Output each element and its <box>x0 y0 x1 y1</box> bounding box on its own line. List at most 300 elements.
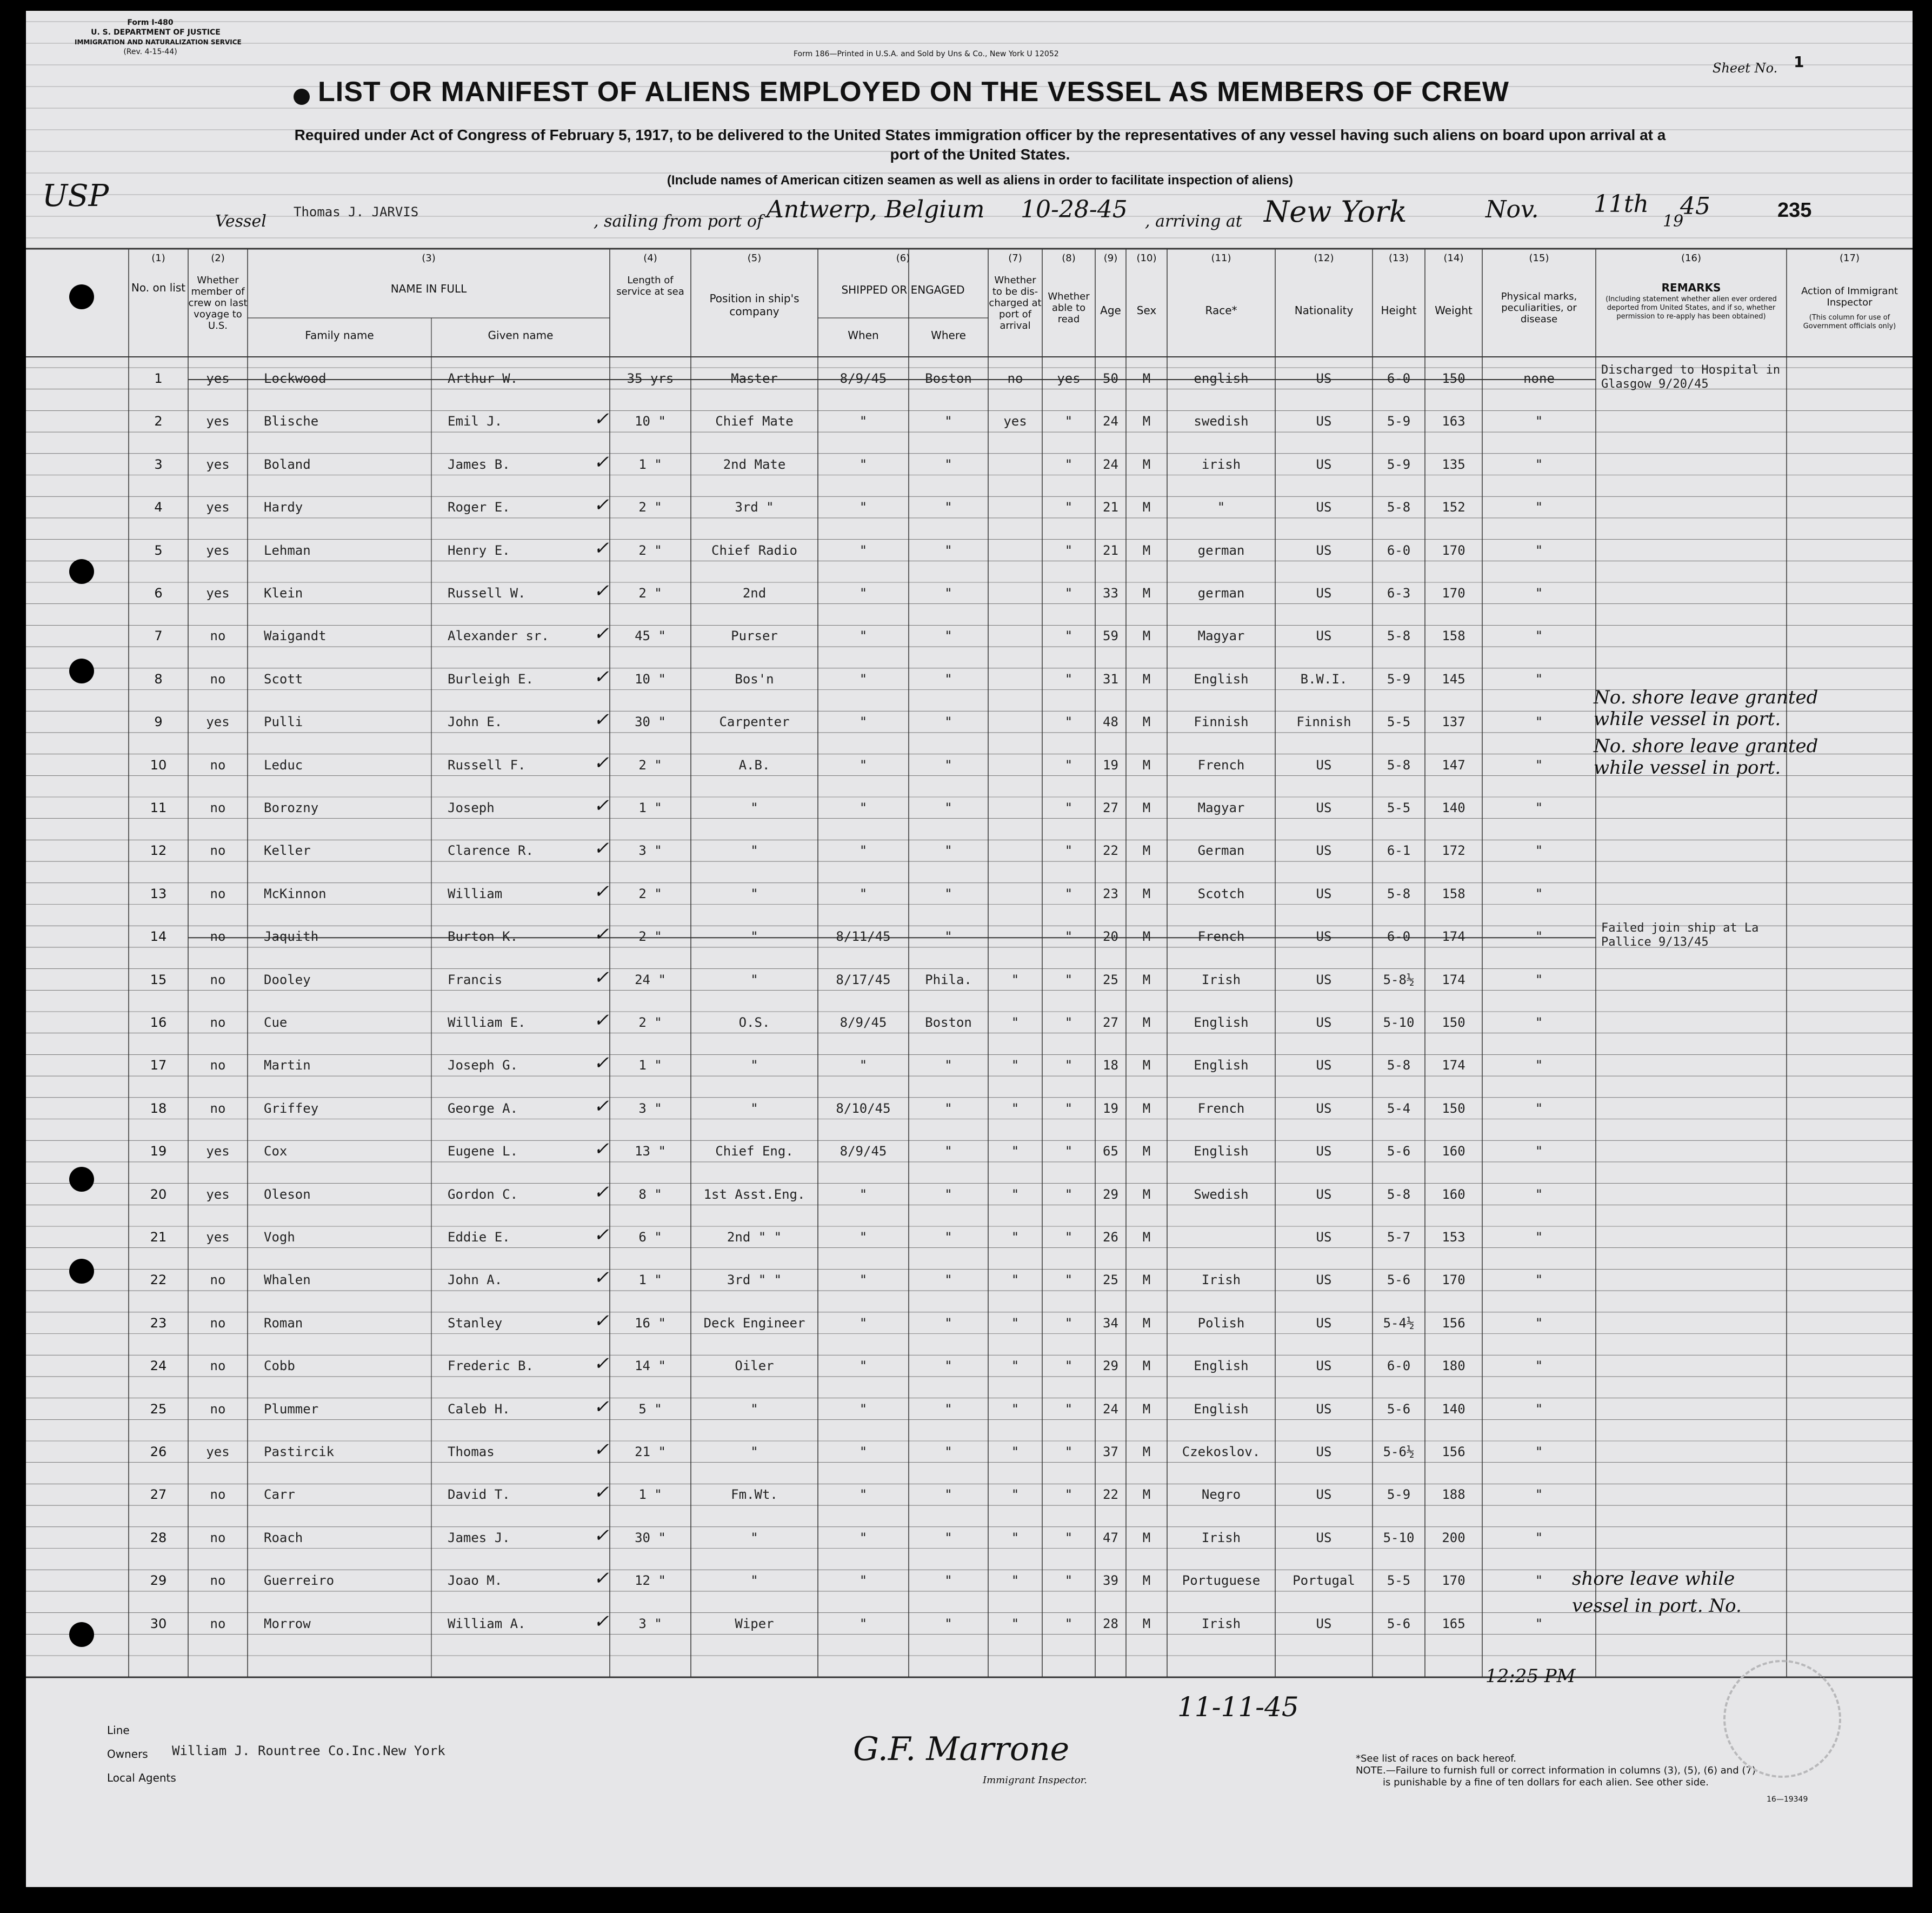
cell-nationality: US <box>1316 1272 1332 1288</box>
cell-height: 5-6½ <box>1383 1444 1415 1459</box>
cell-family: Griffey <box>264 1100 319 1116</box>
column-number-8: (8) <box>1062 253 1076 264</box>
cell-prev: no <box>210 886 226 901</box>
cell-nationality: US <box>1316 929 1332 945</box>
cell-nationality: US <box>1316 1487 1332 1503</box>
inspector-signature: G.F. Marrone <box>853 1730 1070 1768</box>
cell-prev: no <box>210 628 226 644</box>
cell-height: 5-10 <box>1383 1530 1415 1545</box>
cell-race: swedish <box>1194 414 1249 429</box>
cell-read: " <box>1064 1487 1073 1503</box>
cell-where: " <box>944 628 952 644</box>
cell-prev: no <box>210 972 226 987</box>
cell-read: " <box>1064 1530 1073 1545</box>
sailing-port: Antwerp, Belgium <box>767 196 985 223</box>
sailing-label: , sailing from port of <box>594 212 763 231</box>
cell-read: " <box>1064 456 1073 472</box>
cell-given: Joao M. <box>448 1573 503 1589</box>
cell-service: 45 " <box>635 628 666 644</box>
cell-discharged: no <box>1007 371 1023 386</box>
cell-weight: 163 <box>1442 414 1465 429</box>
cell-read: " <box>1064 542 1073 558</box>
cell-service: 1 " <box>638 456 662 472</box>
cell-race: English <box>1194 1401 1249 1417</box>
cell-no: 12 <box>150 843 167 859</box>
cell-sex: M <box>1142 1444 1151 1459</box>
cell-position: Master <box>731 371 778 386</box>
cell-height: 5-9 <box>1387 414 1411 429</box>
cell-nationality: B.W.I. <box>1300 671 1348 687</box>
cell-no: 1 <box>154 371 163 386</box>
cell-read: " <box>1064 1144 1073 1159</box>
cell-nationality: US <box>1316 972 1332 987</box>
cell-race: Irish <box>1201 972 1241 987</box>
column-number-2: (2) <box>211 253 225 264</box>
cell-family: Boland <box>264 456 311 472</box>
cell-no: 8 <box>154 671 163 687</box>
cell-family: Lockwood <box>264 371 327 386</box>
cell-nationality: US <box>1316 414 1332 429</box>
department-name: U. S. DEPARTMENT OF JUSTICE <box>91 28 221 37</box>
cell-height: 5-4 <box>1387 1100 1411 1116</box>
cell-age: 19 <box>1103 757 1118 773</box>
cell-height: 5-6 <box>1387 1144 1411 1159</box>
cell-given: George A. <box>448 1100 518 1116</box>
cell-when: " <box>859 800 868 815</box>
cell-service: 8 " <box>638 1186 662 1202</box>
cell-where: " <box>944 542 952 558</box>
cell-family: Waigandt <box>264 628 327 644</box>
cell-height: 5-5 <box>1387 714 1411 730</box>
cell-age: 21 <box>1103 542 1118 558</box>
cell-age: 26 <box>1103 1230 1118 1245</box>
cell-prev: no <box>210 1315 226 1331</box>
cell-height: 6-0 <box>1387 1358 1411 1374</box>
cell-where: " <box>944 1230 952 1245</box>
cell-nationality: US <box>1316 1444 1332 1459</box>
sheet-number: 1 <box>1794 53 1804 71</box>
cell-read: " <box>1064 714 1073 730</box>
cell-weight: 165 <box>1442 1616 1465 1631</box>
cell-no: 28 <box>150 1530 167 1545</box>
cell-discharged: " <box>1011 1186 1020 1202</box>
cell-nationality: US <box>1316 628 1332 644</box>
cell-position: Wiper <box>735 1616 774 1631</box>
cell-age: 19 <box>1103 1100 1118 1116</box>
cell-position: Carpenter <box>719 714 790 730</box>
cell-given: Gordon C. <box>448 1186 518 1202</box>
cell-position: " <box>750 1573 758 1589</box>
cell-nationality: US <box>1316 1358 1332 1374</box>
cell-weight: 170 <box>1442 1573 1465 1589</box>
cell-weight: 200 <box>1442 1530 1465 1545</box>
punch-hole <box>69 659 94 683</box>
cell-no: 7 <box>154 628 163 644</box>
check-mark-icon: ✓ <box>594 623 609 645</box>
column-number-9: (9) <box>1103 253 1118 264</box>
check-mark-icon: ✓ <box>594 408 609 430</box>
cell-discharged: " <box>1011 1230 1020 1245</box>
cell-position: " <box>750 843 758 859</box>
cell-family: Dooley <box>264 972 311 987</box>
cell-no: 27 <box>150 1487 167 1503</box>
cell-age: 27 <box>1103 800 1118 815</box>
cell-prev: no <box>210 757 226 773</box>
cell-family: Scott <box>264 671 303 687</box>
cell-prev: yes <box>206 456 230 472</box>
sailing-date: 10-28-45 <box>1021 196 1128 223</box>
cell-given: Henry E. <box>448 542 510 558</box>
cell-discharged: " <box>1011 1616 1020 1631</box>
vessel-name: Thomas J. JARVIS <box>294 204 419 220</box>
cell-given: David T. <box>448 1487 510 1503</box>
cell-sex: M <box>1142 500 1151 515</box>
cell-race: Magyar <box>1197 628 1245 644</box>
cell-when: " <box>859 1315 868 1331</box>
inspection-date: 11-11-45 <box>1177 1691 1299 1723</box>
column-header-remarks-note: (Including statement whether alien ever ordered deported from United States, and if so, whether permission to re-apply has been obtained) <box>1605 295 1777 321</box>
handwritten-note-1a: No. shore leave granted <box>1594 687 1818 708</box>
cell-nationality: US <box>1316 1530 1332 1545</box>
column-header-height: Height <box>1381 304 1417 317</box>
cell-race: german <box>1197 542 1245 558</box>
cell-family: Cue <box>264 1015 288 1030</box>
page-title: LIST OR MANIFEST OF ALIENS EMPLOYED ON THE VESSEL AS MEMBERS OF CREW <box>318 76 1509 108</box>
cell-position: 2nd <box>742 586 767 601</box>
cell-position: " <box>750 1530 758 1545</box>
cell-read: " <box>1064 1186 1073 1202</box>
cell-age: 21 <box>1103 500 1118 515</box>
cell-where: Boston <box>925 371 972 386</box>
check-mark-icon: ✓ <box>594 924 609 946</box>
cell-weight: 137 <box>1442 714 1465 730</box>
cell-service: 2 " <box>638 929 662 945</box>
cell-nationality: US <box>1316 542 1332 558</box>
cell-race: irish <box>1201 456 1241 472</box>
cell-where: " <box>944 414 952 429</box>
cell-marks: " <box>1535 671 1543 687</box>
cell-weight: 158 <box>1442 628 1465 644</box>
cell-given: Joseph <box>448 800 495 815</box>
cell-service: 24 " <box>635 972 666 987</box>
cell-family: Oleson <box>264 1186 311 1202</box>
cell-nationality: US <box>1316 1058 1332 1073</box>
cell-position: " <box>750 972 758 987</box>
cell-read: " <box>1064 671 1073 687</box>
cell-given: Russell F. <box>448 757 526 773</box>
cell-no: 2 <box>154 414 163 429</box>
check-mark-icon: ✓ <box>594 1610 609 1632</box>
cell-family: Lehman <box>264 542 311 558</box>
punch-hole <box>69 284 94 309</box>
cell-prev: yes <box>206 1230 230 1245</box>
cell-family: Jaquith <box>264 929 319 945</box>
cell-no: 10 <box>150 757 167 773</box>
cell-given: Thomas <box>448 1444 495 1459</box>
cell-sex: M <box>1142 1401 1151 1417</box>
cell-service: 2 " <box>638 1015 662 1030</box>
cell-nationality: US <box>1316 757 1332 773</box>
cell-where: " <box>944 800 952 815</box>
cell-discharged: " <box>1011 1015 1020 1030</box>
cell-discharged: " <box>1011 1444 1020 1459</box>
cell-nationality: US <box>1316 1015 1332 1030</box>
cell-sex: M <box>1142 800 1151 815</box>
cell-nationality: US <box>1316 1186 1332 1202</box>
cell-race: english <box>1194 371 1249 386</box>
cell-race: Magyar <box>1197 800 1245 815</box>
cell-position: Bos'n <box>735 671 774 687</box>
cell-marks: " <box>1535 414 1543 429</box>
cell-weight: 172 <box>1442 843 1465 859</box>
cell-sex: M <box>1142 1272 1151 1288</box>
fine-note-2: is punishable by a fine of ten dollars for each alien. See other side. <box>1383 1777 1709 1788</box>
cell-family: Hardy <box>264 500 303 515</box>
cell-nationality: Portugal <box>1293 1573 1355 1589</box>
cell-weight: 174 <box>1442 929 1465 945</box>
cell-race: Irish <box>1201 1530 1241 1545</box>
cell-when: " <box>859 542 868 558</box>
cell-discharged: yes <box>1003 414 1027 429</box>
column-header-given-name: Given name <box>488 329 554 342</box>
cell-service: 2 " <box>638 586 662 601</box>
cell-weight: 160 <box>1442 1186 1465 1202</box>
cell-prev: no <box>210 929 226 945</box>
column-header-marks: Physical marks, peculiarities, or disease <box>1501 291 1577 325</box>
cell-prev: yes <box>206 542 230 558</box>
cell-position: 1st Asst.Eng. <box>703 1186 805 1202</box>
cell-height: 6-0 <box>1387 929 1411 945</box>
cell-no: 6 <box>154 586 163 601</box>
cell-service: 2 " <box>638 886 662 901</box>
cell-no: 21 <box>150 1230 167 1245</box>
cell-when: " <box>859 843 868 859</box>
cell-service: 13 " <box>635 1144 666 1159</box>
cell-where: Boston <box>925 1015 972 1030</box>
cell-race: " <box>1217 500 1225 515</box>
cell-height: 5-9 <box>1387 1487 1411 1503</box>
cell-family: McKinnon <box>264 886 327 901</box>
column-header-position: Position in ship's company <box>709 292 800 318</box>
cell-nationality: US <box>1316 1100 1332 1116</box>
cell-no: 29 <box>150 1573 167 1589</box>
cell-position: " <box>750 1401 758 1417</box>
cell-position: " <box>750 1058 758 1073</box>
column-header-name: NAME IN FULL <box>390 282 467 295</box>
cell-where: " <box>944 500 952 515</box>
cell-read: " <box>1064 1015 1073 1030</box>
cell-age: 24 <box>1103 414 1118 429</box>
cell-sex: M <box>1142 1230 1151 1245</box>
cell-height: 5-8 <box>1387 886 1411 901</box>
subtitle-line-1: Required under Act of Congress of February 5, 1917, to be delivered to the United States immigration officer by the representatives of any vessel having such aliens on board upon arrival at a <box>294 127 1666 143</box>
cell-height: 5-6 <box>1387 1401 1411 1417</box>
cell-height: 5-9 <box>1387 671 1411 687</box>
agents-label: Local Agents <box>107 1771 176 1784</box>
cell-marks: " <box>1535 843 1543 859</box>
inspector-label: Immigrant Inspector. <box>983 1775 1088 1786</box>
cell-sex: M <box>1142 456 1151 472</box>
cell-weight: 150 <box>1442 1015 1465 1030</box>
cell-no: 9 <box>154 714 163 730</box>
cell-age: 22 <box>1103 1487 1118 1503</box>
cell-position: Chief Radio <box>711 542 797 558</box>
cell-where: " <box>944 843 952 859</box>
cell-service: 14 " <box>635 1358 666 1374</box>
cell-read: " <box>1064 886 1073 901</box>
cell-height: 6-0 <box>1387 371 1411 386</box>
line-label: Line <box>107 1724 130 1737</box>
cell-no: 5 <box>154 542 163 558</box>
cell-no: 23 <box>150 1315 167 1331</box>
cell-marks: " <box>1535 929 1543 945</box>
cell-when: " <box>859 671 868 687</box>
cell-read: yes <box>1057 371 1081 386</box>
cell-read: " <box>1064 1573 1073 1589</box>
column-number-3: (3) <box>422 253 436 264</box>
check-mark-icon: ✓ <box>594 451 609 473</box>
check-mark-icon: ✓ <box>594 838 609 860</box>
cell-weight: 174 <box>1442 972 1465 987</box>
cell-discharged: " <box>1011 1058 1020 1073</box>
cell-where: " <box>944 1401 952 1417</box>
cell-given: William E. <box>448 1015 526 1030</box>
check-mark-icon: ✓ <box>594 1052 609 1074</box>
cell-service: 1 " <box>638 800 662 815</box>
vessel-label: Vessel <box>215 212 267 231</box>
cell-prev: yes <box>206 714 230 730</box>
column-header-service: Length of service at sea <box>616 275 684 297</box>
cell-where: " <box>944 1530 952 1545</box>
cell-nationality: US <box>1316 456 1332 472</box>
cell-service: 2 " <box>638 757 662 773</box>
cell-height: 5-8 <box>1387 757 1411 773</box>
column-number-11: (11) <box>1211 253 1231 264</box>
cell-service: 3 " <box>638 843 662 859</box>
cell-prev: yes <box>206 1144 230 1159</box>
cell-position: 3rd " <box>735 500 774 515</box>
cell-discharged: " <box>1011 1487 1020 1503</box>
cell-where: " <box>944 671 952 687</box>
cell-position: Chief Eng. <box>715 1144 794 1159</box>
cell-race: Irish <box>1201 1616 1241 1631</box>
cell-prev: no <box>210 800 226 815</box>
cell-marks: " <box>1535 1487 1543 1503</box>
check-mark-icon: ✓ <box>594 880 609 902</box>
cell-where: " <box>944 1444 952 1459</box>
cell-sex: M <box>1142 1616 1151 1631</box>
cell-race: English <box>1194 1144 1249 1159</box>
cell-given: Burleigh E. <box>448 671 534 687</box>
cell-service: 21 " <box>635 1444 666 1459</box>
cell-given: James J. <box>448 1530 510 1545</box>
cell-where: " <box>944 456 952 472</box>
check-mark-icon: ✓ <box>594 709 609 731</box>
cell-when: " <box>859 1530 868 1545</box>
cell-read: " <box>1064 843 1073 859</box>
cell-no: 3 <box>154 456 163 472</box>
check-mark-icon: ✓ <box>594 580 609 602</box>
cell-nationality: US <box>1316 886 1332 901</box>
check-mark-icon: ✓ <box>594 1224 609 1246</box>
cell-read: " <box>1064 586 1073 601</box>
cell-sex: M <box>1142 586 1151 601</box>
cell-when: " <box>859 1186 868 1202</box>
cell-height: 5-6 <box>1387 1272 1411 1288</box>
check-mark-icon: ✓ <box>594 1181 609 1203</box>
cell-position: 3rd " " <box>727 1272 782 1288</box>
form-number: Form I-480 <box>127 18 174 27</box>
cell-race: Negro <box>1201 1487 1241 1503</box>
cell-prev: no <box>210 1401 226 1417</box>
cell-when: 8/9/45 <box>840 1015 887 1030</box>
punch-hole <box>69 559 94 584</box>
cell-no: 13 <box>150 886 167 901</box>
cell-family: Blische <box>264 414 319 429</box>
cell-when: " <box>859 886 868 901</box>
column-header-read: Whether able to read <box>1048 291 1090 325</box>
cell-sex: M <box>1142 1315 1151 1331</box>
column-header-sex: Sex <box>1136 304 1157 317</box>
cell-no: 4 <box>154 500 163 515</box>
handwritten-time: 12:25 PM <box>1485 1665 1576 1687</box>
column-header-remarks: REMARKS <box>1661 281 1721 294</box>
cell-weight: 170 <box>1442 1272 1465 1288</box>
cell-family: Whalen <box>264 1272 311 1288</box>
arrival-month: Nov. <box>1485 196 1539 223</box>
cell-read: " <box>1064 1315 1073 1331</box>
cell-no: 11 <box>150 800 167 815</box>
column-number-4: (4) <box>643 253 657 264</box>
cell-race: Czekoslov. <box>1182 1444 1261 1459</box>
arrival-day: 11th <box>1594 190 1649 218</box>
cell-height: 5-5 <box>1387 800 1411 815</box>
cell-prev: no <box>210 1100 226 1116</box>
cell-marks: " <box>1535 628 1543 644</box>
handwritten-note-3b: vessel in port. No. <box>1572 1595 1742 1617</box>
cell-marks: " <box>1535 972 1543 987</box>
cell-weight: 170 <box>1442 542 1465 558</box>
cell-weight: 156 <box>1442 1444 1465 1459</box>
year-suffix: 45 <box>1680 192 1710 220</box>
cell-when: " <box>859 1487 868 1503</box>
cell-marks: " <box>1535 714 1543 730</box>
printer-note: Form 186—Printed in U.S.A. and Sold by Uns & Co., New York U 12052 <box>794 50 1059 58</box>
column-number-14: (14) <box>1443 253 1464 264</box>
cell-prev: no <box>210 671 226 687</box>
check-mark-icon: ✓ <box>594 1138 609 1160</box>
cell-family: Carr <box>264 1487 295 1503</box>
cell-position: " <box>750 886 758 901</box>
cell-sex: M <box>1142 929 1151 945</box>
cell-where: " <box>944 1573 952 1589</box>
cell-sex: M <box>1142 886 1151 901</box>
cell-sex: M <box>1142 714 1151 730</box>
cell-when: " <box>859 1230 868 1245</box>
cell-height: 5-5 <box>1387 1573 1411 1589</box>
cell-when: " <box>859 1444 868 1459</box>
cell-height: 5-8 <box>1387 1186 1411 1202</box>
cell-race: French <box>1197 929 1245 945</box>
cell-weight: 158 <box>1442 886 1465 901</box>
cell-prev: yes <box>206 586 230 601</box>
cell-service: 35 yrs <box>627 371 674 386</box>
cell-weight: 153 <box>1442 1230 1465 1245</box>
cell-family: Roman <box>264 1315 303 1331</box>
cell-family: Martin <box>264 1058 311 1073</box>
cell-weight: 160 <box>1442 1144 1465 1159</box>
cell-nationality: US <box>1316 800 1332 815</box>
